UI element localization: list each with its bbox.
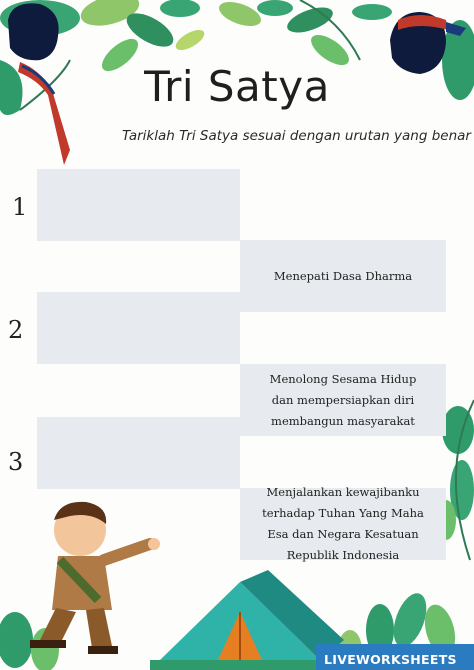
scout-boy-icon xyxy=(30,502,160,654)
answer-slot-1[interactable] xyxy=(37,169,240,241)
option-card-label: Menepati Dasa Dharma xyxy=(273,268,413,283)
number-2: 2 xyxy=(8,316,24,344)
answer-slot-3[interactable] xyxy=(37,417,240,489)
number-3: 3 xyxy=(8,448,24,476)
page-title: Tri Satya xyxy=(144,62,330,111)
number-1: 1 xyxy=(12,193,28,221)
option-card-kewajiban-tuhan[interactable] xyxy=(240,485,446,562)
instruction-text: Tariklah Tri Satya sesuai dengan urutan yang benar xyxy=(122,128,471,144)
answer-slot-2[interactable] xyxy=(37,292,240,364)
option-card-menolong-sesama[interactable] xyxy=(240,364,446,436)
option-card-label: Menolong Sesama Hidup dan mempersiapkan diri membangun masyarakat xyxy=(269,371,417,428)
liveworksheets-logo: LIVEWORKSHEETS xyxy=(324,652,457,667)
option-card-label: Menjalankan kewajibanku terhadap Tuhan Yang Maha Esa dan Negara Kesatuan Republik Indonesia xyxy=(262,485,424,562)
option-card-dasa-dharma[interactable] xyxy=(240,240,446,312)
